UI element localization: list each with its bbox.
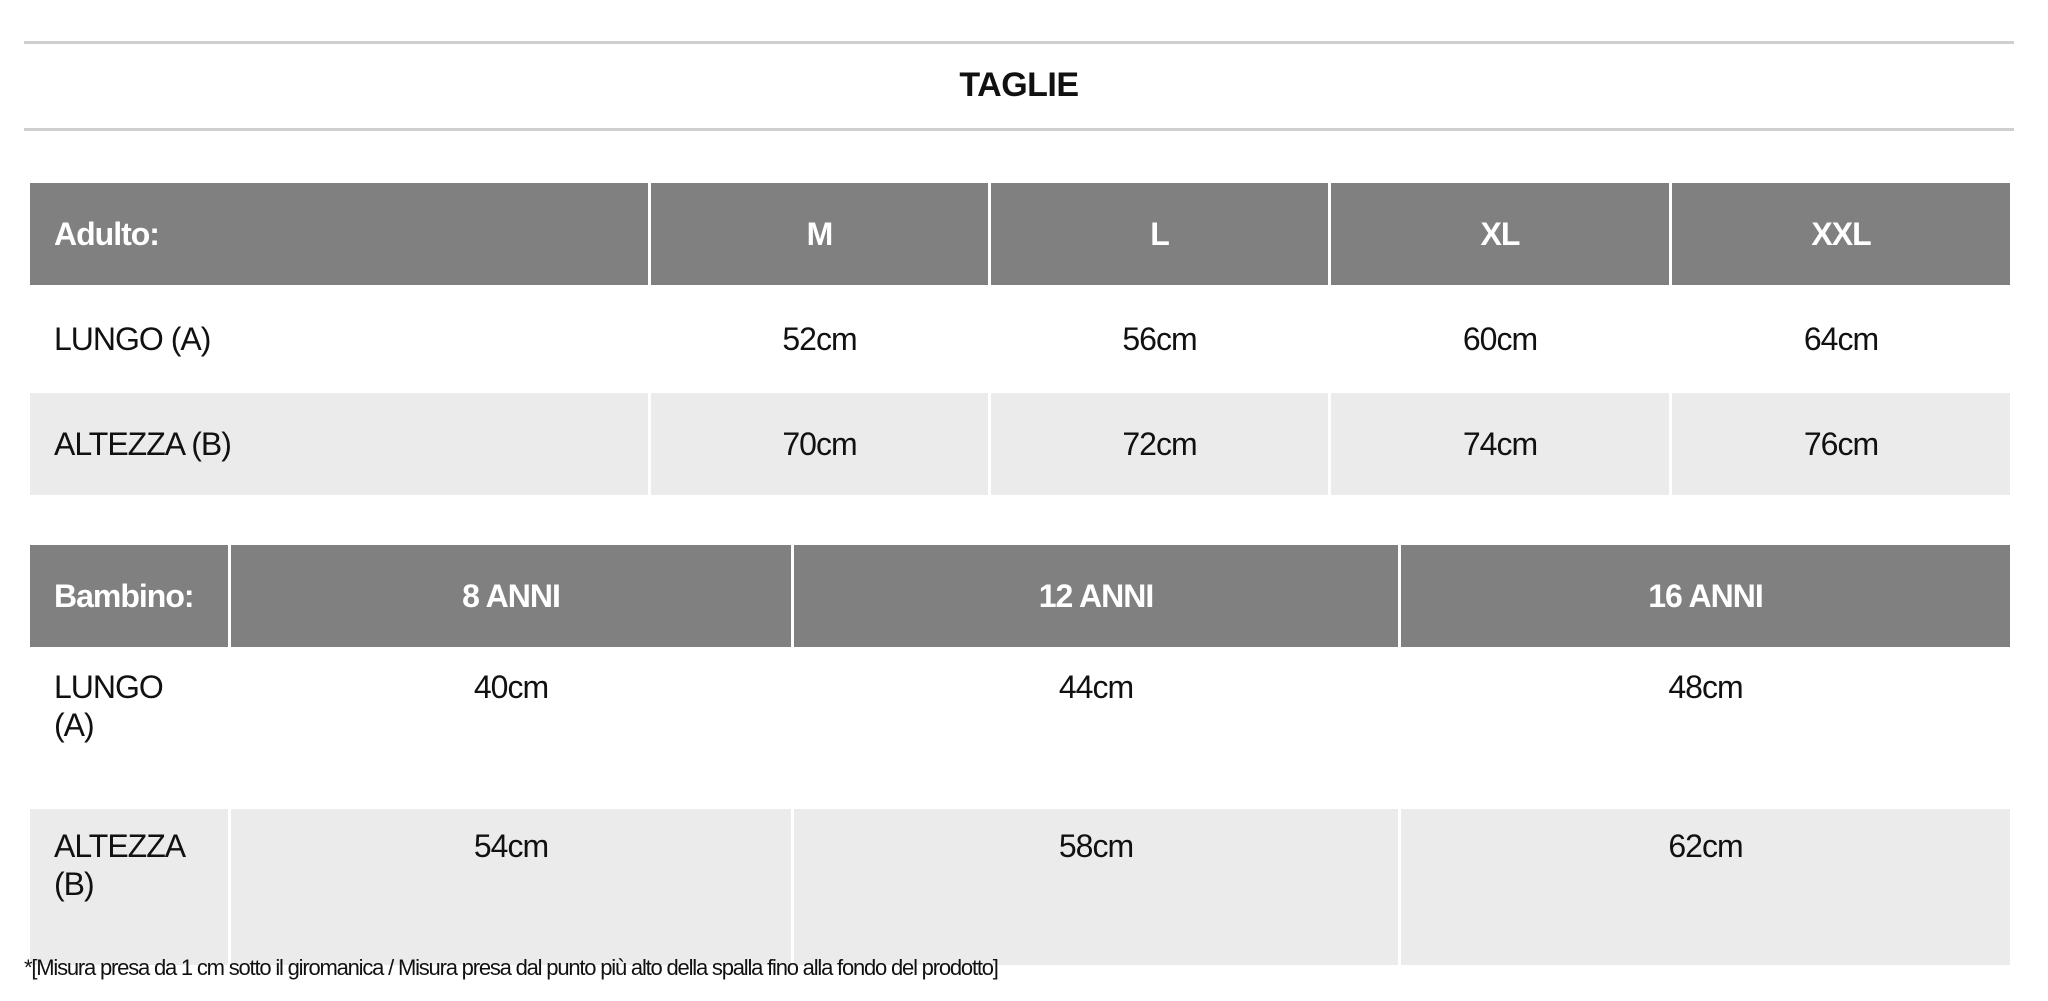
measurement-footnote: *[Misura presa da 1 cm sotto il giromanica / Misura presa dal punto più alto della spalla fino alla fondo del prodotto]: [24, 955, 998, 980]
child-value: 40cm: [230, 649, 793, 808]
child-row-label-line2: (B): [54, 866, 94, 902]
child-row-label-line1: ALTEZZA: [54, 828, 186, 864]
child-header-label: Bambino:: [29, 544, 230, 649]
child-header-row: [29, 544, 2012, 649]
child-size-16: 16 ANNI: [1400, 544, 2012, 649]
adult-value: 60cm: [1330, 287, 1671, 392]
adult-size-table: [27, 180, 2013, 498]
adult-header-label: Adulto:: [29, 182, 650, 287]
child-row-label-line2: (A): [54, 707, 94, 743]
adult-row-lungo: [29, 287, 2012, 392]
title-bottom-rule: [24, 128, 2014, 131]
adult-size-xxl: XXL: [1671, 182, 2012, 287]
child-value: 58cm: [793, 808, 1400, 967]
child-value: 54cm: [230, 808, 793, 967]
adult-value: 72cm: [990, 392, 1330, 497]
adult-value: 74cm: [1330, 392, 1671, 497]
adult-header-row: [29, 182, 2012, 287]
page-title: TAGLIE: [959, 66, 1079, 104]
adult-size-l: L: [990, 182, 1330, 287]
child-size-table: [27, 542, 2013, 968]
child-value: 44cm: [793, 649, 1400, 808]
child-value: 48cm: [1400, 649, 2012, 808]
child-row-label: [29, 808, 230, 967]
adult-size-m: M: [650, 182, 990, 287]
title-top-rule: [24, 41, 2014, 44]
child-row-label: [29, 649, 230, 808]
adult-value: 56cm: [990, 287, 1330, 392]
child-size-8: 8 ANNI: [230, 544, 793, 649]
adult-row-label: ALTEZZA (B): [29, 392, 650, 497]
adult-size-xl: XL: [1330, 182, 1671, 287]
adult-value: 52cm: [650, 287, 990, 392]
adult-value: 70cm: [650, 392, 990, 497]
child-value: 62cm: [1400, 808, 2012, 967]
child-row-lungo: [29, 649, 2012, 808]
adult-row-label: LUNGO (A): [29, 287, 650, 392]
adult-value: 76cm: [1671, 392, 2012, 497]
child-row-altezza: [29, 808, 2012, 967]
child-size-12: 12 ANNI: [793, 544, 1400, 649]
adult-row-altezza: [29, 392, 2012, 497]
adult-value: 64cm: [1671, 287, 2012, 392]
child-row-label-line1: LUNGO: [54, 669, 163, 705]
